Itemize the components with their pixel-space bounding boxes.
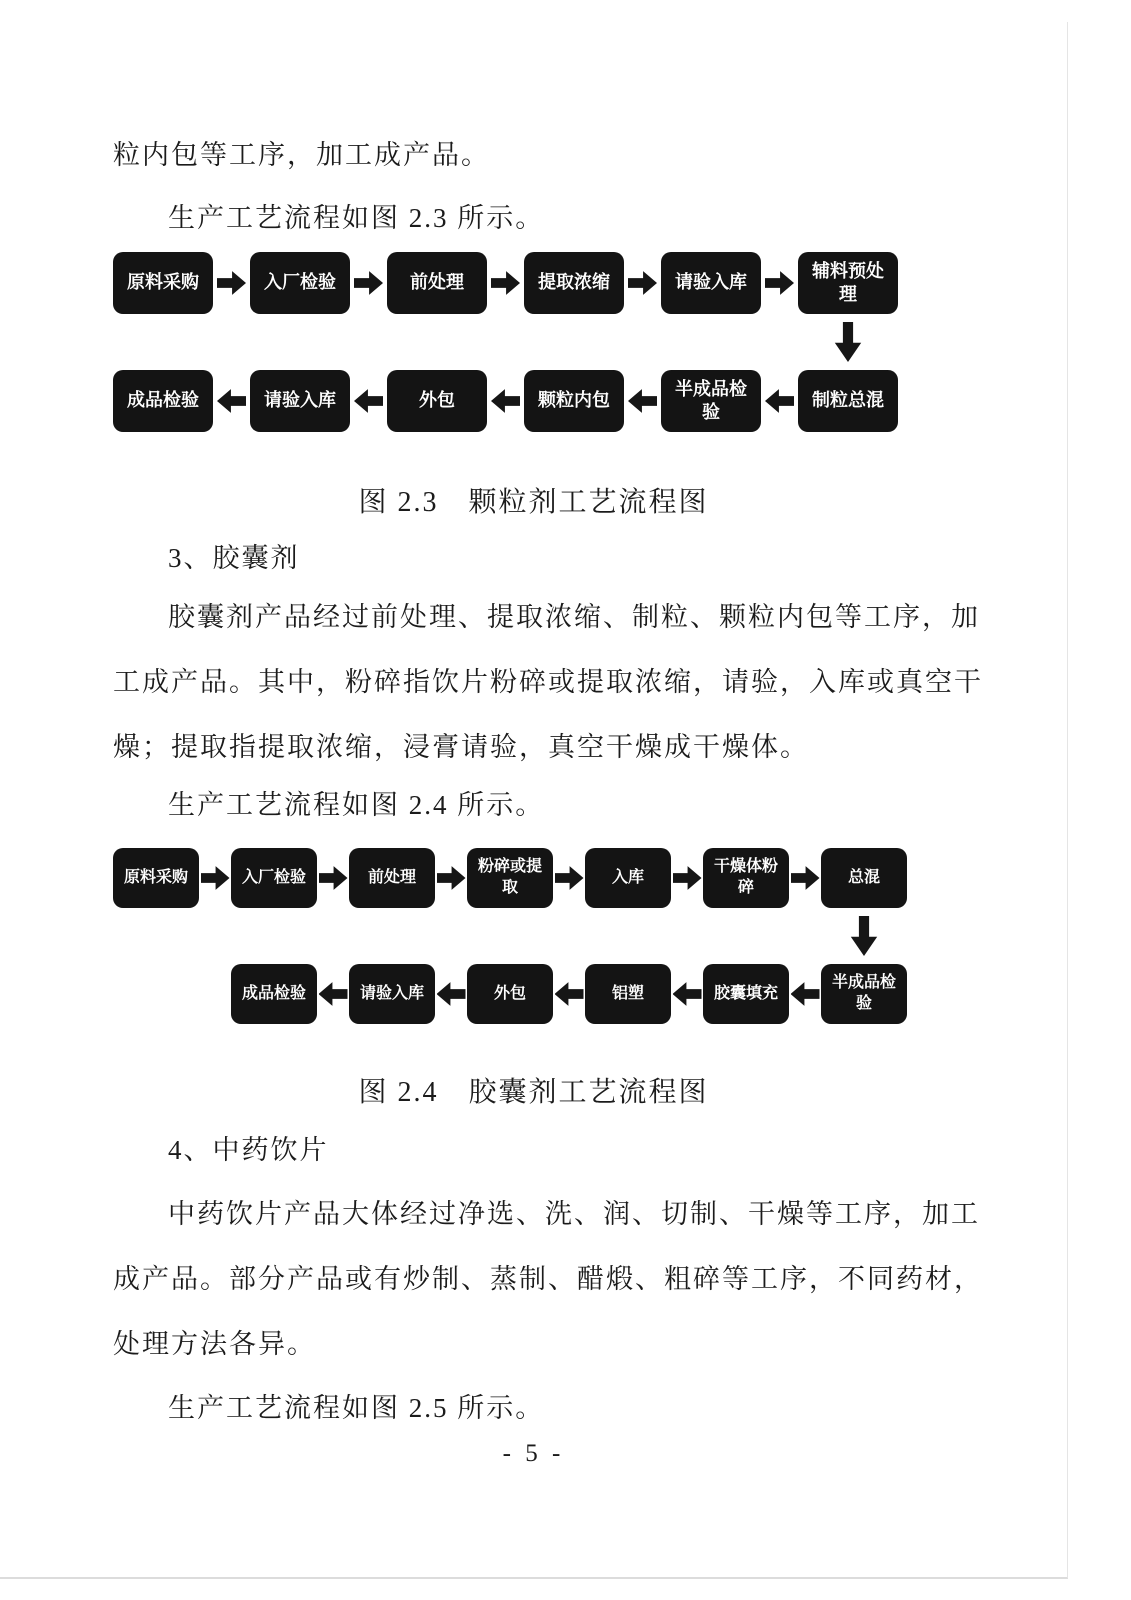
flow-node: 铝塑 — [585, 964, 671, 1024]
flow-node: 粉碎或提取 — [467, 848, 553, 908]
flow-node: 原料采购 — [113, 252, 213, 314]
arrow-right-icon — [553, 865, 585, 892]
arrow-down-icon — [113, 916, 907, 956]
paragraph-yinpian-line2: 成产品。部分产品或有炒制、蒸制、醋煅、粗碎等工序，不同药材， — [113, 1264, 983, 1294]
flow-node: 入厂检验 — [250, 252, 350, 314]
arrow-right-icon — [213, 270, 250, 297]
flow-node: 制粒总混 — [798, 370, 898, 432]
flow-node: 前处理 — [387, 252, 487, 314]
arrow-right-icon — [624, 270, 661, 297]
arrow-left-icon — [350, 388, 387, 415]
flowchart-fig23 — [113, 252, 898, 432]
flow-node: 辅料预处理 — [798, 252, 898, 314]
paragraph-granule-tail: 粒内包等工序，加工成产品。 — [113, 140, 490, 170]
paragraph-capsule-line3: 燥；提取指提取浓缩，浸膏请验，真空干燥成干燥体。 — [113, 732, 809, 762]
arrow-right-icon — [761, 270, 798, 297]
flow-node: 外包 — [387, 370, 487, 432]
arrow-left-icon — [317, 981, 349, 1008]
figure-caption-2-4: 图 2.4 胶囊剂工艺流程图 — [358, 1077, 709, 1108]
flow-node: 入库 — [585, 848, 671, 908]
figure-caption-2-3: 图 2.3 颗粒剂工艺流程图 — [358, 487, 709, 518]
flow-node: 胶囊填充 — [703, 964, 789, 1024]
arrow-left-icon — [624, 388, 661, 415]
paragraph-yinpian-line3: 处理方法各异。 — [113, 1329, 316, 1359]
flow-node: 请验入库 — [661, 252, 761, 314]
arrow-right-icon — [789, 865, 821, 892]
page-number: - 5 - — [502, 1440, 565, 1467]
arrow-right-icon — [487, 270, 524, 297]
flow-node: 请验入库 — [250, 370, 350, 432]
flow-node: 成品检验 — [231, 964, 317, 1024]
flow-node: 请验入库 — [349, 964, 435, 1024]
arrow-left-icon — [761, 388, 798, 415]
arrow-left-icon — [487, 388, 524, 415]
flow-node: 外包 — [467, 964, 553, 1024]
flow-node: 成品检验 — [113, 370, 213, 432]
section-3-heading: 3、胶囊剂 — [168, 543, 300, 573]
flowchart-fig24-row1 — [113, 848, 907, 908]
arrow-left-icon — [671, 981, 703, 1008]
flow-node: 原料采购 — [113, 848, 199, 908]
flowchart-fig24 — [113, 848, 907, 1024]
flow-node: 颗粒内包 — [524, 370, 624, 432]
arrow-left-icon — [435, 981, 467, 1008]
arrow-right-icon — [199, 865, 231, 892]
intro-fig23-line: 生产工艺流程如图 2.3 所示。 — [168, 203, 545, 233]
flowchart-fig23-row2 — [113, 370, 898, 432]
arrow-right-icon — [435, 865, 467, 892]
arrow-right-icon — [671, 865, 703, 892]
flow-node: 入厂检验 — [231, 848, 317, 908]
section-4-heading: 4、中药饮片 — [168, 1135, 329, 1165]
paragraph-capsule-line1: 胶囊剂产品经过前处理、提取浓缩、制粒、颗粒内包等工序，加 — [168, 602, 980, 632]
paragraph-capsule-line2: 工成产品。其中，粉碎指饮片粉碎或提取浓缩，请验，入库或真空干 — [113, 667, 983, 697]
intro-fig25-line: 生产工艺流程如图 2.5 所示。 — [168, 1393, 545, 1423]
flow-node: 提取浓缩 — [524, 252, 624, 314]
flowchart-fig24-row2 — [231, 964, 907, 1024]
flow-node: 前处理 — [349, 848, 435, 908]
arrow-left-icon — [553, 981, 585, 1008]
paragraph-yinpian-line1: 中药饮片产品大体经过净选、洗、润、切制、干燥等工序，加工 — [168, 1199, 980, 1229]
intro-fig24-line: 生产工艺流程如图 2.4 所示。 — [168, 790, 545, 820]
arrow-down-icon — [113, 322, 898, 362]
arrow-right-icon — [317, 865, 349, 892]
flow-node: 半成品检验 — [661, 370, 761, 432]
flowchart-fig23-row1 — [113, 252, 898, 314]
arrow-right-icon — [350, 270, 387, 297]
flow-node: 半成品检验 — [821, 964, 907, 1024]
flow-node: 总混 — [821, 848, 907, 908]
arrow-left-icon — [213, 388, 250, 415]
arrow-left-icon — [789, 981, 821, 1008]
flow-node: 干燥体粉碎 — [703, 848, 789, 908]
